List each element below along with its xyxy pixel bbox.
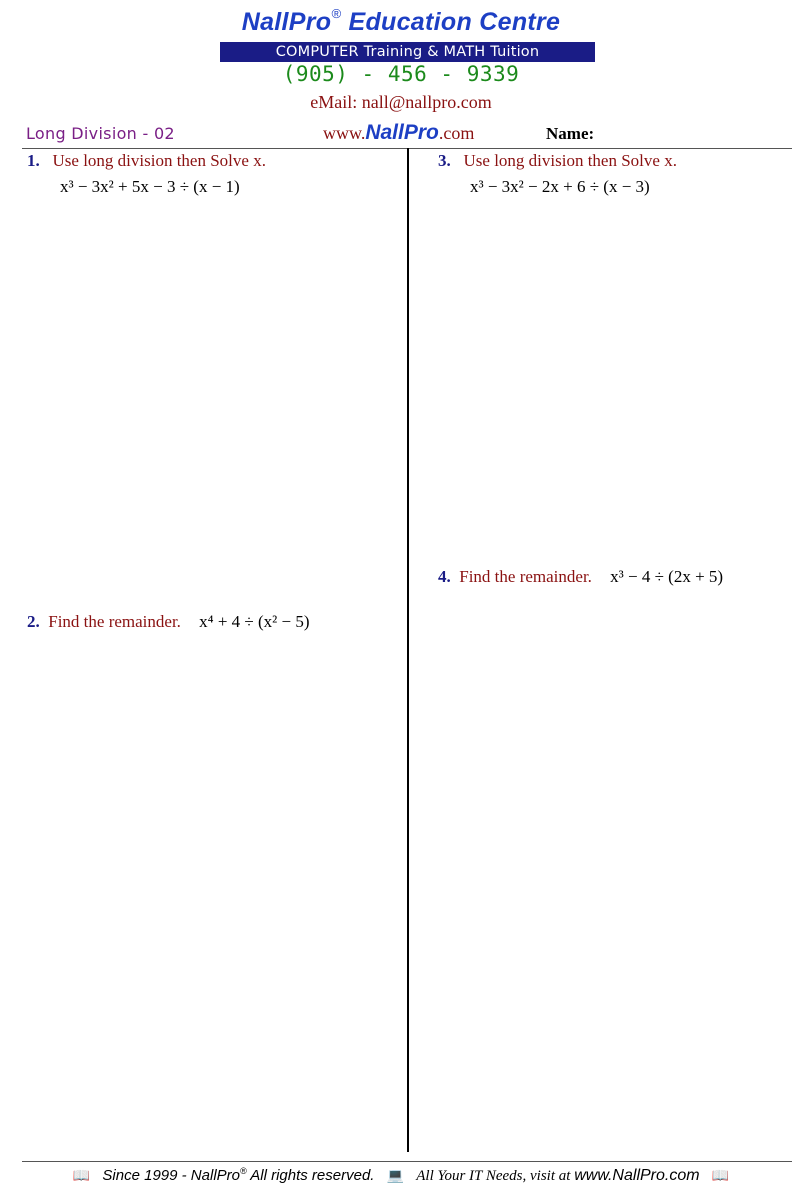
footer-rights: All rights reserved. <box>246 1167 375 1184</box>
phone-number: (905) - 456 - 9339 <box>282 62 520 86</box>
question-1-expression: x³ − 3x² + 5x − 3 ÷ (x − 1) <box>60 177 240 196</box>
brand-name: NallPro <box>241 8 332 36</box>
question-number: 2. <box>27 612 40 631</box>
question-text: Use long division then Solve x. <box>52 151 266 170</box>
question-text: Use long division then Solve x. <box>463 151 677 170</box>
brand-subtitle: Education Centre <box>341 8 561 36</box>
laptop-icon: 💻 <box>386 1167 405 1183</box>
bottom-rule <box>22 1161 792 1162</box>
website-link[interactable] <box>323 121 474 145</box>
footer <box>0 1166 802 1185</box>
question-2 <box>27 612 310 632</box>
site-prefix: www. <box>323 123 366 143</box>
name-label: Name: <box>546 124 595 143</box>
question-2-expression: x⁴ + 4 ÷ (x² − 5) <box>199 612 310 631</box>
question-3-expression: x³ − 3x² − 2x + 6 ÷ (x − 3) <box>470 177 650 196</box>
registered-mark: ® <box>331 6 342 21</box>
question-text: Find the remainder. <box>459 567 592 586</box>
question-4 <box>438 567 723 587</box>
header-title <box>0 8 802 37</box>
question-3 <box>438 151 677 171</box>
question-number: 4. <box>438 567 451 586</box>
question-text: Find the remainder. <box>48 612 181 631</box>
column-divider <box>407 148 409 1152</box>
question-4-expression: x³ − 4 ÷ (2x + 5) <box>610 567 724 586</box>
worksheet-title: Long Division - 02 <box>26 124 175 143</box>
question-1 <box>27 151 266 171</box>
book-icon: 📖 <box>72 1167 91 1183</box>
footer-tagline: All Your IT Needs, visit at <box>416 1168 575 1184</box>
footer-since: Since 1999 - NallPro <box>102 1167 240 1184</box>
site-suffix: .com <box>438 123 475 143</box>
question-number: 3. <box>438 151 451 170</box>
footer-registered-mark: ® <box>240 1166 247 1176</box>
email-address: eMail: nall@nallpro.com <box>310 92 492 112</box>
header-band: COMPUTER Training & MATH Tuition <box>220 42 595 62</box>
site-brand: NallPro <box>365 121 439 144</box>
question-number: 1. <box>27 151 40 170</box>
book-icon: 📖 <box>711 1167 730 1183</box>
footer-site-link[interactable]: www.NallPro.com <box>574 1167 700 1184</box>
